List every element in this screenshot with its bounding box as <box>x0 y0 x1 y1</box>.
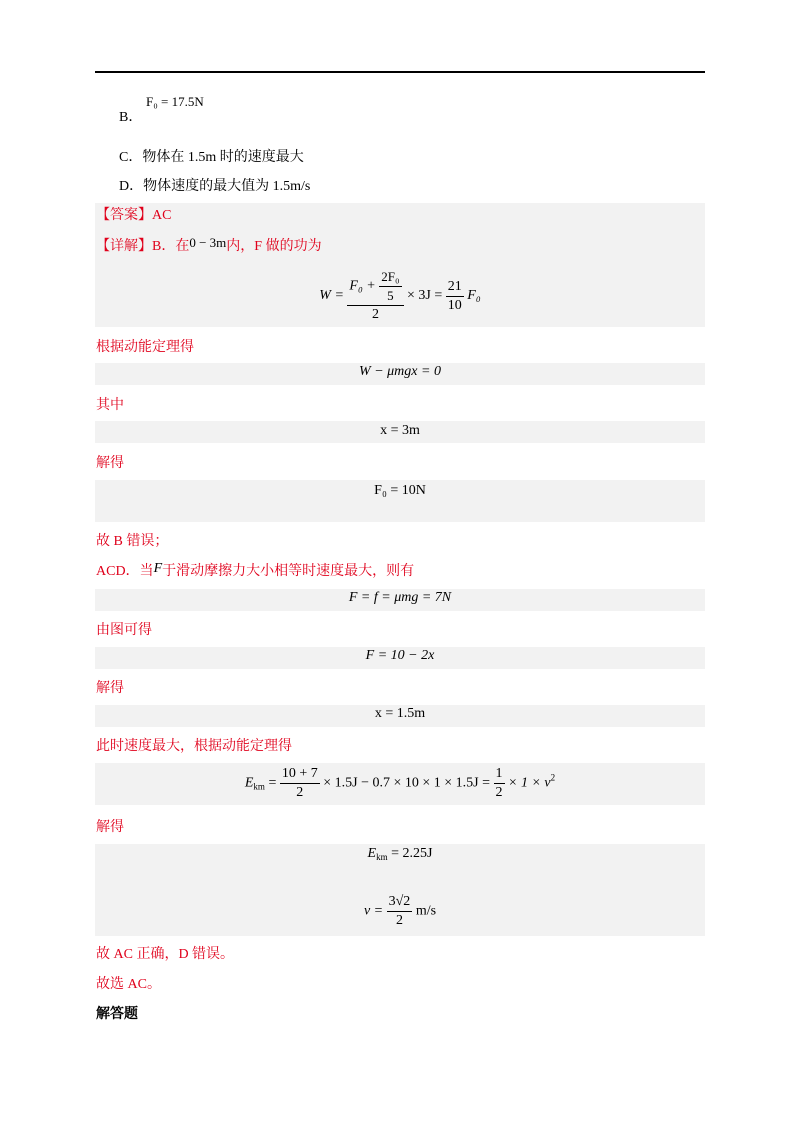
step-text: 根据动能定理得 <box>96 340 194 355</box>
equation-x-max: x = 1.5m <box>374 706 426 721</box>
equation-friction: F = f = μmg = 7N <box>348 590 452 605</box>
eq10-lhs: v = <box>363 903 384 919</box>
step-text: 其中 <box>96 398 124 413</box>
eq9-lhs-sub: km <box>376 852 388 862</box>
equation-kinetic <box>95 765 705 802</box>
eq1-inner-num: 2F₀ <box>379 268 401 287</box>
option-d: D．物体速度的最大值为 1.5m/s <box>119 179 311 194</box>
equation-work <box>95 268 705 324</box>
eq1-tail: F₀ <box>467 288 481 304</box>
equation-velocity <box>95 893 705 930</box>
acd-prefix: ACD．当 <box>96 564 154 579</box>
eq10-unit: m/s <box>415 903 437 919</box>
step-text: 解得 <box>96 681 124 696</box>
step-text: 此时速度最大，根据动能定理得 <box>96 739 292 754</box>
eq8-frac2-den: 2 <box>495 785 503 800</box>
header-rule <box>95 71 705 73</box>
eq9-rhs: = 2.25J <box>391 846 433 861</box>
detail-range: 0 − 3m <box>189 235 227 250</box>
equation-force-line: F = 10 − 2x <box>365 648 435 663</box>
eq1-inner-den: 5 <box>387 288 394 303</box>
acd-suffix: 于滑动摩擦力大小相等时速度最大，则有 <box>162 564 415 579</box>
eq8-frac1-den: 2 <box>296 785 304 800</box>
eq1-big-fraction <box>347 268 403 324</box>
detail-suffix: 内，F 做的功为 <box>226 239 322 254</box>
eq1-lhs: W = <box>319 288 344 304</box>
eq9-lhs: E <box>367 846 377 861</box>
step-text: 解得 <box>96 820 124 835</box>
detail-prefix: 【详解】B．在 <box>96 239 190 254</box>
eq8-tail-sup: 2 <box>550 772 556 783</box>
option-c: C．物体在 1.5m 时的速度最大 <box>119 150 304 165</box>
eq8-frac2-num: 1 <box>494 765 505 784</box>
eq8-tail: × 1 × v <box>508 775 551 791</box>
eq1-frac2-den: 10 <box>447 297 462 313</box>
equation-ekm <box>95 846 705 862</box>
option-b-label: B． <box>119 110 143 125</box>
eq8-equals: = <box>268 775 277 791</box>
acd-var: F <box>153 561 163 576</box>
eq8-mid: × 1.5J − 0.7 × 10 × 1 × 1.5J = <box>323 775 491 791</box>
step-text: 解得 <box>96 456 124 471</box>
step-text: 由图可得 <box>96 623 152 638</box>
eq10-num: 3√2 <box>387 893 413 912</box>
eq1-mid: × 3J = <box>407 288 443 304</box>
step-text: 故 B 错误； <box>96 534 169 549</box>
conclusion-line: 故 AC 正确，D 错误。 <box>96 947 235 962</box>
answer-line: 【答案】AC <box>96 208 172 223</box>
eq1-den: 2 <box>371 307 379 322</box>
option-b-formula: F₀ = 17.5N <box>146 94 204 109</box>
eq8-lhs: E <box>244 775 254 791</box>
acd-line <box>96 562 414 582</box>
eq8-lhs-sub: km <box>253 781 265 792</box>
section-heading: 解答题 <box>96 1007 138 1022</box>
equation-x: x = 3m <box>380 423 420 438</box>
detail-line <box>96 236 322 257</box>
eq1-num-part: F₀ + <box>349 278 380 294</box>
eq1-frac2-num: 21 <box>446 278 464 297</box>
eq8-frac1-num: 10 + 7 <box>280 765 320 784</box>
eq10-den: 2 <box>395 913 403 928</box>
equation-energy: W − μmgx = 0 <box>359 364 441 379</box>
equation-f0: F₀ = 10N <box>374 483 426 498</box>
choice-line: 故选 AC。 <box>96 977 161 992</box>
